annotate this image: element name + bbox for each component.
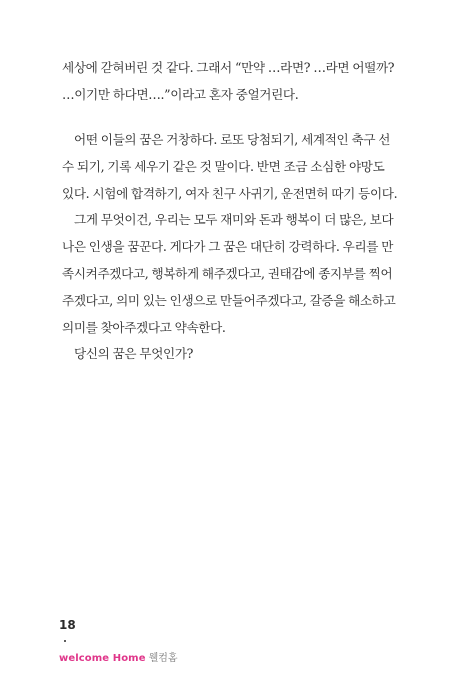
- text-line: 세상에 갇혀버린 것 같다. 그래서 “만약 …라면? …라면 어떨까?: [62, 60, 395, 75]
- text-line: 족시켜주겠다고, 행복하게 해주겠다고, 권태감에 종지부를 찍어: [62, 265, 393, 281]
- closing-question: 당신의 꿈은 무엇인가?: [74, 346, 194, 362]
- book-title-korean: 웰컴홈: [148, 653, 178, 664]
- paragraph-first-line: 어떤 이들의 꿈은 거창하다. 로또 당첨되기, 세계적인 축구 선: [74, 132, 391, 147]
- paragraph-first-line: 그게 무엇이건, 우리는 모두 재미와 돈과 행복이 더 많은, 보다: [74, 212, 394, 228]
- intro-paragraph: [62, 55, 398, 109]
- main-text: [62, 127, 398, 368]
- text-line: 있다. 시험에 합격하기, 여자 친구 사귀기, 운전면허 따기 등이다.: [62, 185, 398, 201]
- text-line: 의미를 찾아주겠다고 약속한다.: [62, 319, 226, 335]
- text-line: …이기만 하다면….”이라고 혼자 중얼거린다.: [62, 86, 299, 102]
- dot-divider: [64, 640, 66, 642]
- book-title-english: welcome Home: [59, 653, 146, 664]
- page-footer: [59, 618, 178, 665]
- text-line: 주겠다고, 의미 있는 인생으로 만들어주겠다고, 갈증을 해소하고: [62, 292, 396, 308]
- text-line: 수 되기, 기록 세우기 같은 것 말이다. 반면 조금 소심한 야망도: [62, 158, 385, 174]
- page-number: 18: [59, 618, 76, 632]
- text-line: 나은 인생을 꿈꾼다. 게다가 그 꿈은 대단히 강력하다. 우리를 만: [62, 239, 394, 255]
- book-title: [59, 653, 178, 665]
